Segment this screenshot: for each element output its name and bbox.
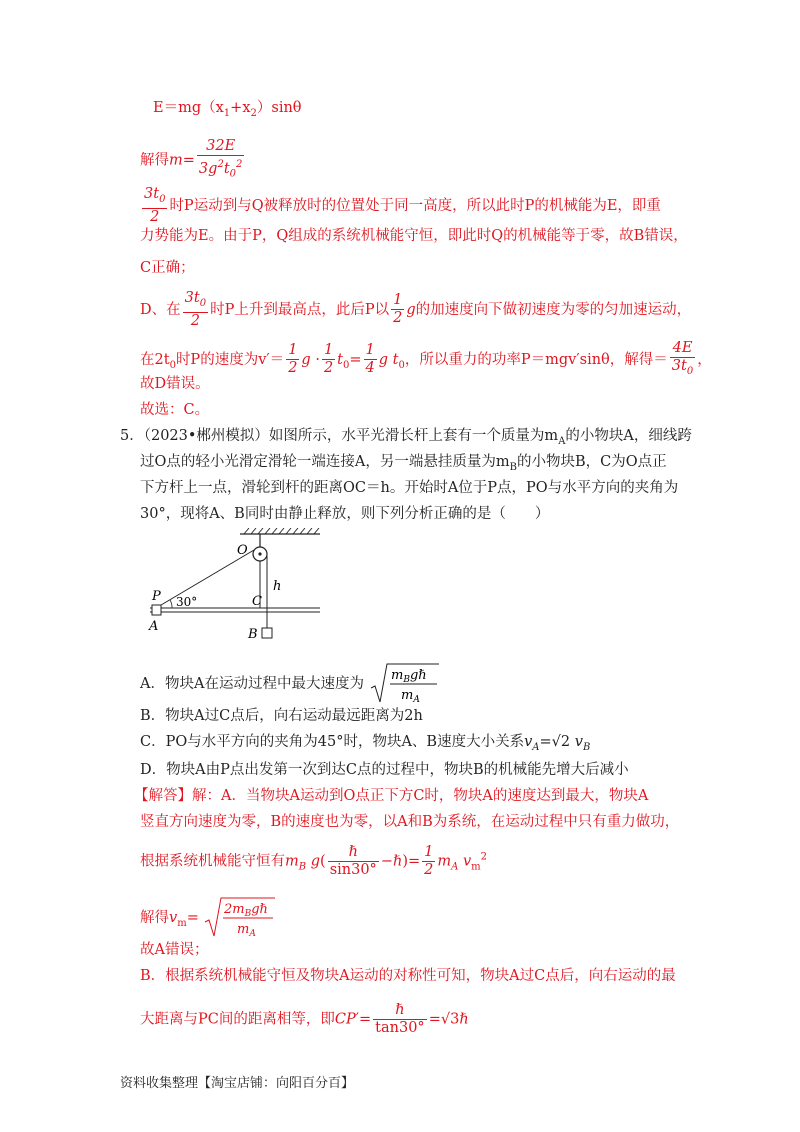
svg-text:2mBgℏ: $2m_Bg\hbar$	[224, 902, 269, 919]
analysis-line-2: 力势能为E。由于P，Q组成的系统机械能守恒，即此时Q的机械能等于零，故B错误，	[140, 228, 688, 244]
physics-diagram	[138, 528, 338, 646]
answer-line-7: 大距离与PC间的距离相等，即CP′= $\frac{\text{ℏ}}{\tan 30^\circ}$ =√3ℏ	[140, 1002, 469, 1036]
option-b: B．物块A过C点后，向右运动最远距离为2h	[140, 708, 423, 724]
label-c: C	[252, 594, 262, 609]
answer-tag: 【解答】	[134, 788, 192, 804]
option-a: A．物块A在运动过程中最大速度为 $m_Bg\hbar$ $m_A$	[140, 662, 441, 706]
question-5-line-3: 下方杆上一点，滑轮到杆的距离OC＝h。开始时A位于P点，PO与水平方向的夹角为	[140, 480, 679, 496]
conclusion-d: 故D错误。	[140, 376, 210, 392]
label-angle: 30°	[176, 595, 198, 609]
ceiling-hatch	[244, 528, 319, 534]
option-d: D．物块A由P点出发第一次到达C点的过程中，物块B的机械能先增大后减小	[140, 762, 629, 778]
label-o: O	[237, 543, 248, 558]
answer-line-5: 故A错误；	[140, 942, 209, 958]
question-5-line-4: 30°，现将A、B同时由静止释放，则下列分析正确的是（ ）	[140, 506, 550, 522]
question-5-line-1: 5．（2023•郴州模拟）如图所示，水平光滑长杆上套有一个质量为$m_A$的小物块A，细线跨	[120, 428, 692, 447]
sqrt-vm	[203, 896, 277, 940]
answer-line-6: B．根据系统机械能守恒及物块A运动的对称性可知，物块A过C点后，向右运动的最	[140, 968, 676, 984]
block-a	[152, 605, 161, 615]
angle-arc	[170, 600, 172, 608]
svg-text:mBgℏ: $m_Bg\hbar$	[390, 668, 427, 685]
svg-text:mA: $m_A$	[237, 922, 257, 939]
answer-line-4: 解得$v_m=$ $2m_Bg\hbar$ $m_A$	[140, 896, 277, 940]
label-b: B	[248, 627, 258, 642]
answer-choice: 故选：C。	[140, 402, 210, 418]
question-5-line-2: 过O点的轻小光滑定滑轮一端连接A，另一端悬挂质量为$m_B$的小物块B，C为O点正	[140, 454, 667, 473]
svg-text:mA: $m_A$	[400, 688, 420, 705]
block-b	[262, 628, 272, 638]
option-c: C．PO与水平方向的夹角为45°时，物块A、B速度大小关系$v_A=√2$ $v_B$	[140, 734, 591, 753]
analysis-line-1: $\frac{3t_0}{2}$ 时P运动到与Q被释放时的位置处于同一高度，所以此时P的机械能为E，即重	[144, 186, 661, 225]
label-p: P	[152, 589, 161, 604]
analysis-d-line-1: D、在 $\frac{3t_0}{2}$ 时P上升到最高点，此后P以 $\frac{1}{2}$ g的加速度向下做初速度为零的匀加速运动，	[140, 290, 692, 329]
solve-mass: 解得m= $\frac{32E}{3g^2t_0^2}$	[140, 138, 243, 180]
string-po	[156, 550, 254, 608]
answer-line-3: 根据系统机械能守恒有$m_B$ g( $\frac{\text{ℏ}}{\sin 30^\circ}$ −ℏ)= $\frac{1}{2}$ $m_A$ $v_m^2$	[140, 844, 488, 878]
label-h: h	[273, 579, 282, 594]
label-a: A	[149, 619, 159, 634]
equation-energy: $E=mg(x_1+x_2)\sin\theta$	[153, 100, 302, 119]
answer-line-2: 竖直方向速度为零，B的速度也为零，以A和B为系统，在运动过程中只有重力做功，	[140, 814, 680, 830]
sqrt-option-a	[369, 662, 441, 706]
pulley-axle	[258, 552, 261, 555]
analysis-line-3: C正确；	[140, 260, 195, 276]
page-footer: 资料收集整理【淘宝店铺：向阳百分百】	[120, 1076, 355, 1091]
answer-line-1: 【解答】解：A．当物块A运动到O点正下方C时，物块A的速度达到最大，物块A	[134, 788, 649, 804]
analysis-d-line-2: 在$2t_0$时P的速度为v′＝ $\frac{1}{2}$ g · $\frac{1}{2}$ $t_0=$ $\frac{1}{4}$ g $t_0$，所以重力的功率P＝mgv′sinθ，解得＝ $\frac{4E}{3t_0}$ ，	[140, 340, 712, 377]
